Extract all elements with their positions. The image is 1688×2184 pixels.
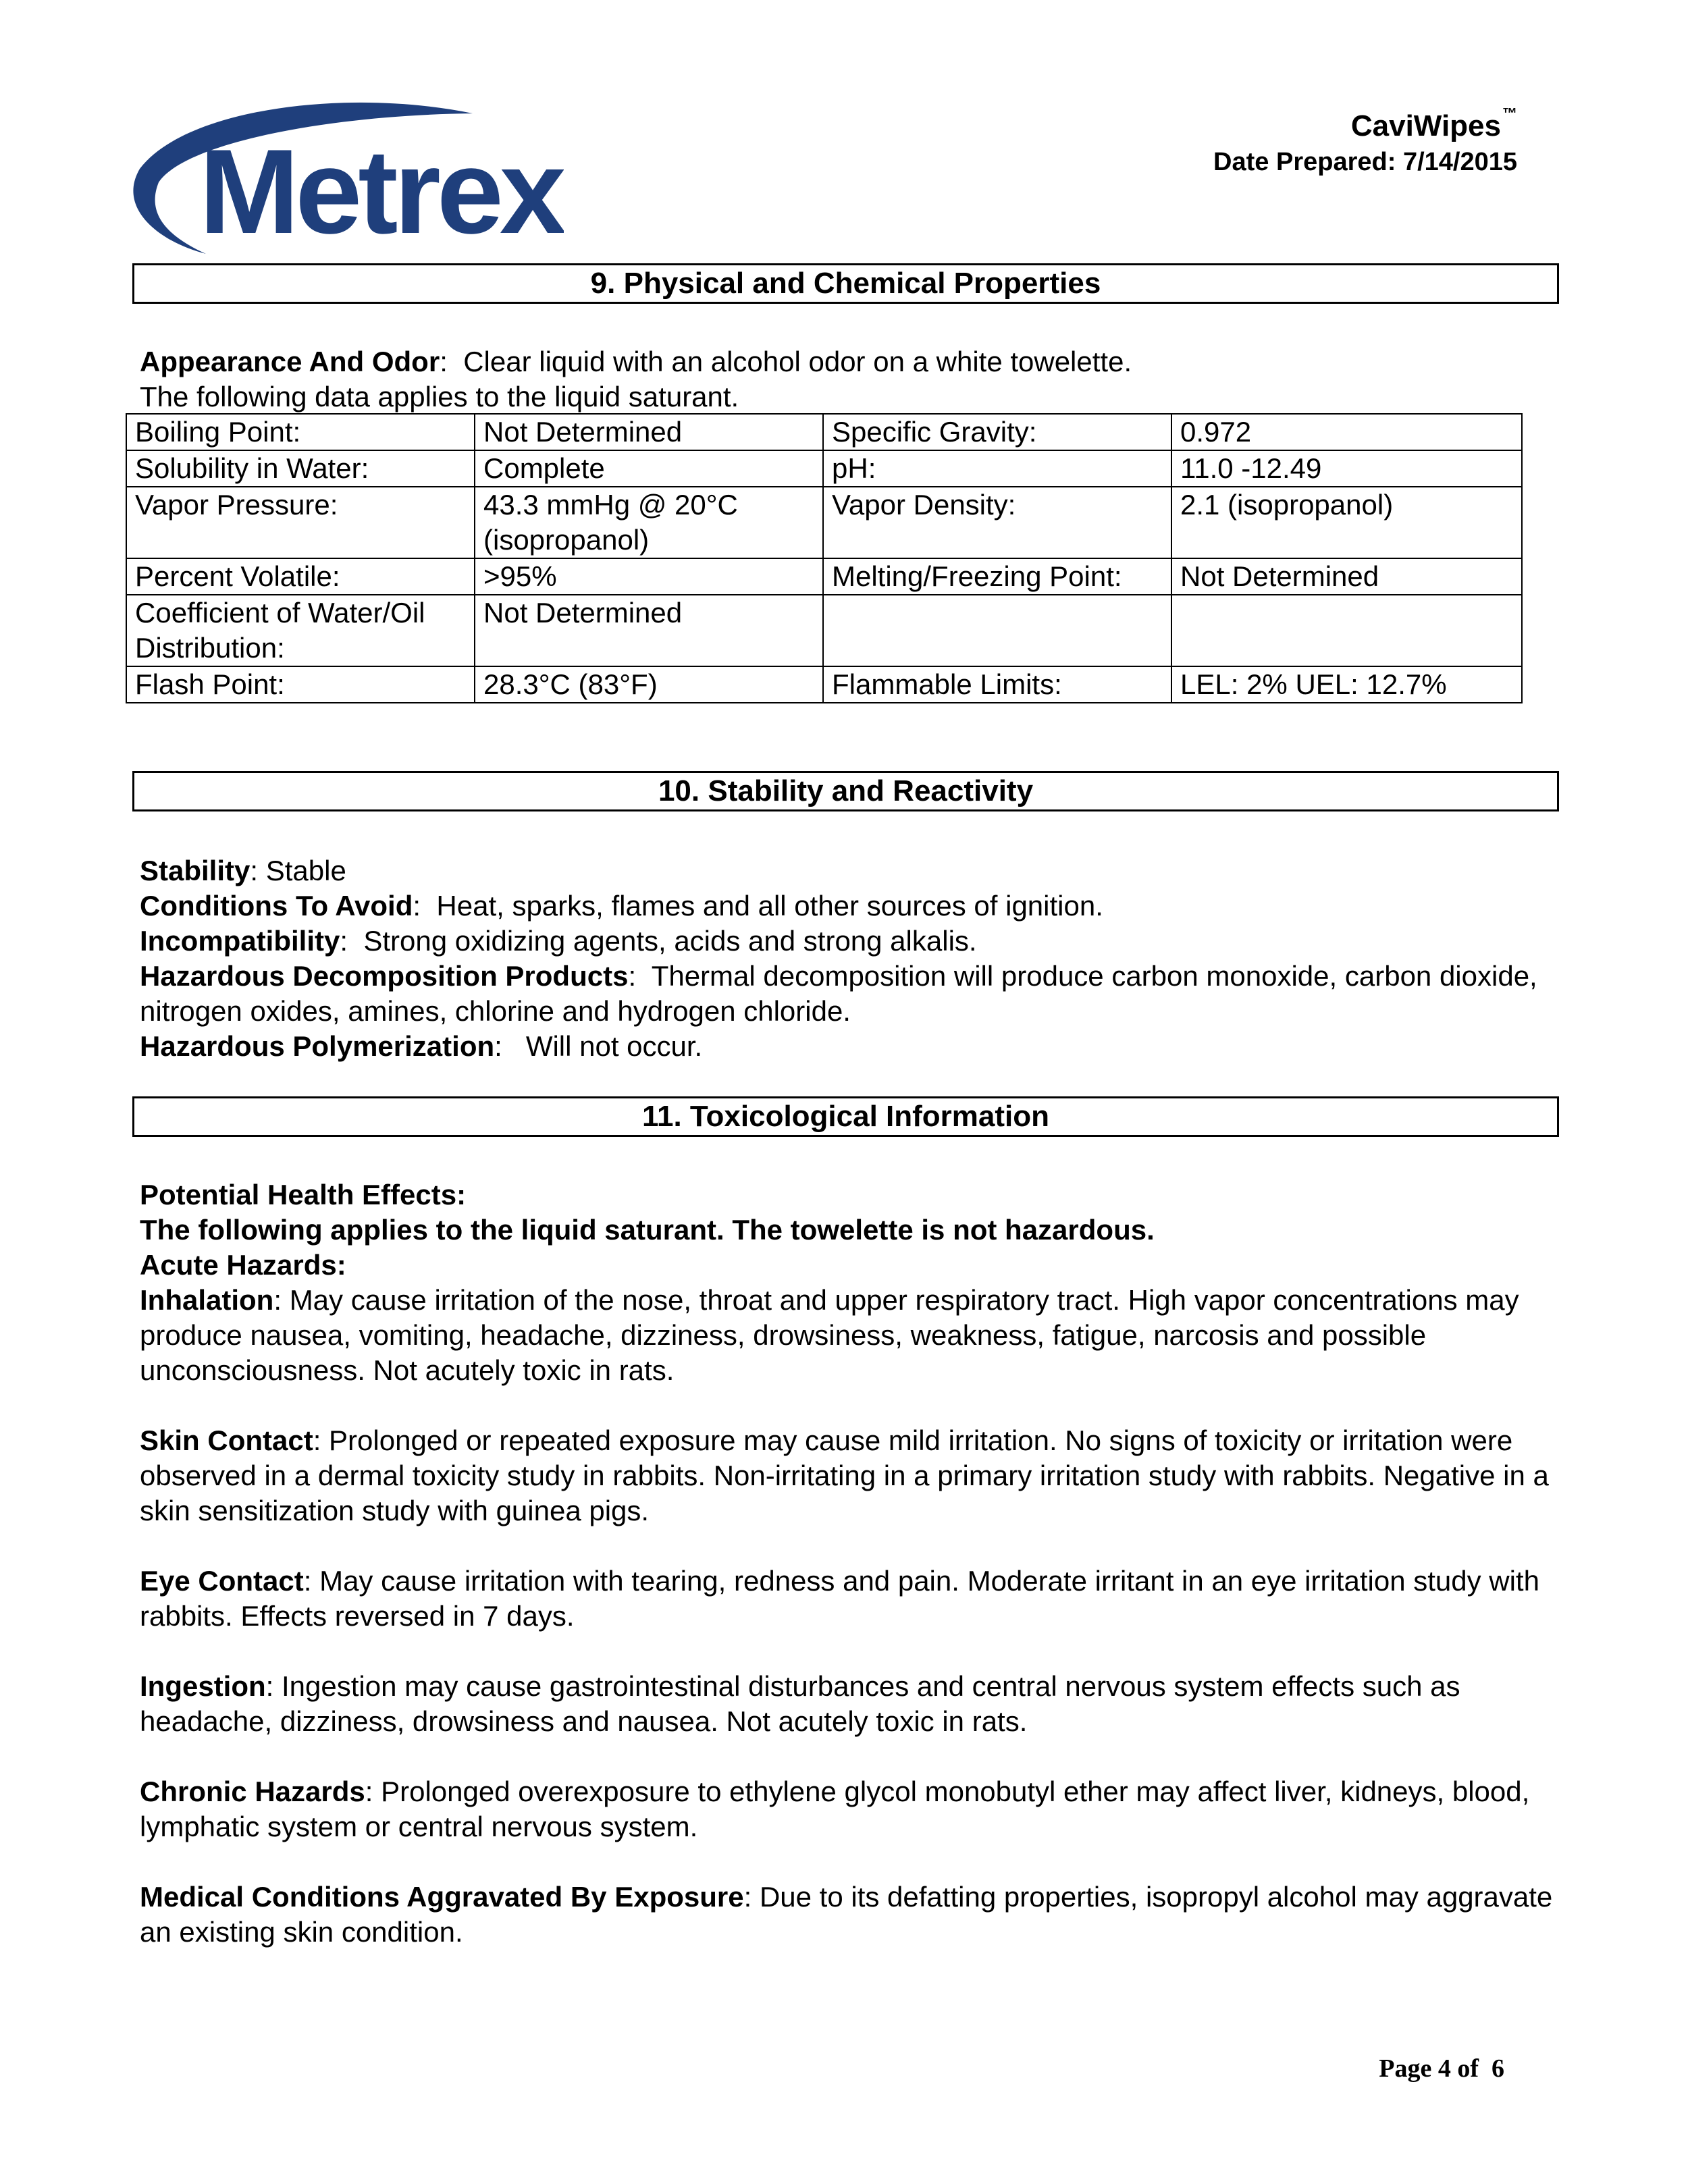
- table-row: [126, 595, 1522, 666]
- property-label: Boiling Point:: [126, 414, 475, 450]
- skin-label: Skin Contact: [140, 1424, 313, 1456]
- property-value: [1171, 595, 1522, 666]
- properties-table: [126, 413, 1523, 703]
- property-label: Percent Volatile:: [126, 558, 475, 595]
- property-value: 43.3 mmHg @ 20°C (isopropanol): [475, 487, 823, 558]
- metrex-logo-swoosh: [132, 95, 564, 257]
- property-label: Flash Point:: [126, 666, 475, 703]
- section-11-header: 11. Toxicological Information: [132, 1096, 1559, 1137]
- stability-block: Stability: Stable Conditions To Avoid: Heat, sparks, flames and all other sources of ignition. Incompatibility: Strong oxidizing agents, acids and strong alkalis. Hazardous Decomposition Products: Thermal decomposition will produce carbon monoxide, carbon dioxide, nitrogen oxides, amines, chlorine and hydrogen chloride. Hazardous Polymerization: Will not occur.: [140, 855, 1537, 1062]
- property-label: Specific Gravity:: [823, 414, 1171, 450]
- table-row: [126, 558, 1522, 595]
- table-row: [126, 487, 1522, 558]
- polymerization-value: Will not occur.: [525, 1030, 703, 1062]
- property-value: Not Determined: [1171, 558, 1522, 595]
- property-value: Complete: [475, 450, 823, 487]
- decomposition-value: Thermal decomposition will produce carbon monoxide, carbon dioxide, nitrogen oxides, amines, chlorine and hydrogen chloride.: [140, 960, 1537, 1027]
- property-label: [823, 595, 1171, 666]
- page-number: Page 4 of 6: [1379, 2054, 1504, 2083]
- document-header: [1213, 95, 1517, 179]
- conditions-label: Conditions To Avoid: [140, 890, 413, 922]
- eye-value: May cause irritation with tearing, redness and pain. Moderate irritant in an eye irritation study with rabbits. Effects reversed in 7 days.: [140, 1565, 1539, 1632]
- property-value: 28.3°C (83°F): [475, 666, 823, 703]
- appearance-value: Clear liquid with an alcohol odor on a white towelette.: [463, 346, 1132, 377]
- skin-value: Prolonged or repeated exposure may cause mild irritation. No signs of toxicity or irritation were observed in a dermal toxicity study in rabbits. Non-irritating in a primary irritation study with rabbits. Negative in a skin sensitization study with guinea pigs.: [140, 1424, 1549, 1526]
- property-label: Solubility in Water:: [126, 450, 475, 487]
- table-row: [126, 666, 1522, 703]
- chronic-label: Chronic Hazards: [140, 1776, 365, 1807]
- inhalation-label: Inhalation: [140, 1284, 274, 1316]
- applies-note: The following data applies to the liquid saturant.: [140, 381, 739, 412]
- polymerization-label: Hazardous Polymerization: [140, 1030, 495, 1062]
- stability-label: Stability: [140, 855, 250, 886]
- appearance-label: Appearance And Odor: [140, 346, 440, 377]
- property-label: Vapor Pressure:: [126, 487, 475, 558]
- section-10-header: 10. Stability and Reactivity: [132, 771, 1559, 811]
- property-label: pH:: [823, 450, 1171, 487]
- appearance-block: Appearance And Odor: Clear liquid with an alcohol odor on a white towelette. The following data applies to the liquid saturant.: [140, 344, 1564, 415]
- property-label: Melting/Freezing Point:: [823, 558, 1171, 595]
- metrex-logo: [132, 95, 564, 257]
- property-value: Not Determined: [475, 414, 823, 450]
- chronic-value: Prolonged overexposure to ethylene glycol monobutyl ether may affect liver, kidneys, blood, lymphatic system or central nervous system.: [140, 1776, 1530, 1842]
- date-prepared-value: 7/14/2015: [1402, 148, 1517, 176]
- property-label: Coefficient of Water/Oil Distribution:: [126, 595, 475, 666]
- medical-value: Due to its defatting properties, isopropyl alcohol may aggravate an existing skin condition.: [140, 1881, 1553, 1948]
- inhalation-value: May cause irritation of the nose, throat and upper respiratory tract. High vapor concentrations may produce nausea, vomiting, headache, dizziness, drowsiness, weakness, fatigue, narcosis and possible unconsciousness. Not acutely toxic in rats.: [140, 1284, 1519, 1386]
- property-label: Flammable Limits:: [823, 666, 1171, 703]
- date-prepared: Date Prepared: 7/14/2015: [1213, 148, 1517, 176]
- incompatibility-value: Strong oxidizing agents, acids and strong alkalis.: [363, 925, 977, 957]
- property-value: 2.1 (isopropanol): [1171, 487, 1522, 558]
- ingestion-label: Ingestion: [140, 1670, 266, 1702]
- product-name: CaviWipes™: [1350, 105, 1517, 142]
- property-value: >95%: [475, 558, 823, 595]
- trademark-mark: ™: [1502, 105, 1517, 122]
- ingestion-value: Ingestion may cause gastrointestinal disturbances and central nervous system effects such as headache, dizziness, drowsiness and nausea. Not acutely toxic in rats.: [140, 1670, 1460, 1737]
- applies-heading: The following applies to the liquid saturant. The towelette is not hazardous.: [140, 1214, 1155, 1246]
- decomposition-label: Hazardous Decomposition Products: [140, 960, 629, 992]
- property-label: Vapor Density:: [823, 487, 1171, 558]
- property-value: Not Determined: [475, 595, 823, 666]
- section-9-header: 9. Physical and Chemical Properties: [132, 263, 1559, 304]
- acute-heading: Acute Hazards:: [140, 1249, 346, 1281]
- metrex-logo-text: Metrex: [199, 124, 562, 257]
- property-value: 0.972: [1171, 414, 1522, 450]
- eye-label: Eye Contact: [140, 1565, 304, 1597]
- property-value: LEL: 2% UEL: 12.7%: [1171, 666, 1522, 703]
- property-value: 11.0 -12.49: [1171, 450, 1522, 487]
- page-total: 6: [1492, 2054, 1504, 2083]
- incompatibility-label: Incompatibility: [140, 925, 340, 957]
- table-row: [126, 414, 1522, 450]
- stability-value: Stable: [265, 855, 346, 886]
- medical-label: Medical Conditions Aggravated By Exposure: [140, 1881, 744, 1913]
- potential-heading: Potential Health Effects:: [140, 1179, 467, 1210]
- table-row: [126, 450, 1522, 487]
- toxicology-block: Potential Health Effects: The following applies to the liquid saturant. The towelette is not hazardous. Acute Hazards: Inhalation: May cause irritation of the nose, throat and upper respiratory tract. High vapor concentrations may produce nausea, vomiting, headache, dizziness, drowsiness, weakness, fatigue, narcosis and possible unconsciousness. Not acutely toxic in rats. Skin Contact: Prolonged or repeated exposure may cause mild irritation. No signs of toxicity or irritation were observed in a dermal toxicity study in rabbits. Non-irritating in a primary irritation study with rabbits. Negative in a skin sensitization study with guinea pigs. Eye Contact: May cause irritation with tearing, redness and pain. Moderate irritant in an eye irritation study with rabbits. Effects reversed in 7 days. Ingestion: Ingestion may cause gastrointestinal disturbances and central nervous system effects such as headache, dizziness, drowsiness and nausea. Not acutely toxic in rats. Chronic Hazards: Prolonged overexposure to ethylene glycol monobutyl ether may affect liver, kidneys, blood, lymphatic system or central nervous system. Medical Conditions Aggravated By Exposure: Due to its defatting properties, isopropyl alcohol may aggravate an existing skin condition.: [140, 1179, 1553, 1948]
- conditions-value: Heat, sparks, flames and all other sources of ignition.: [436, 890, 1103, 922]
